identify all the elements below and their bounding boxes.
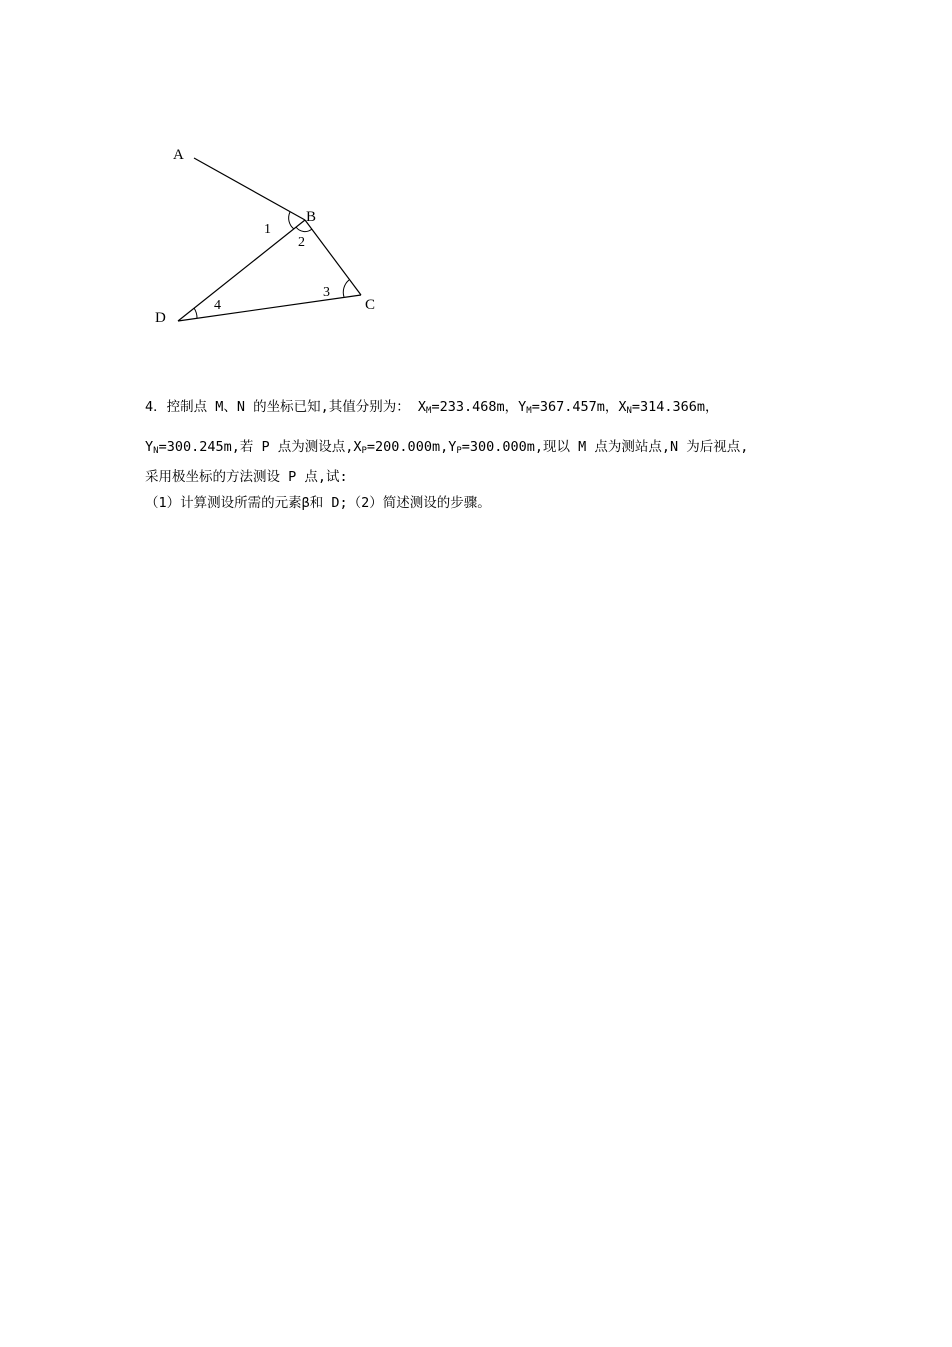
line-b-c (305, 220, 361, 295)
line-a-b (194, 158, 305, 220)
question-line-4: （1）计算测设所需的元素β和 D;（2）简述测设的步骤。 (145, 495, 491, 511)
point-label-b: B (306, 209, 317, 225)
angle-label-2: 2 (298, 235, 305, 250)
angle-arc-3 (343, 280, 349, 297)
angle-label-3: 3 (323, 285, 330, 300)
xn-subscript: N (626, 406, 632, 416)
point-label-d: D (155, 310, 166, 326)
ym-subscript: M (526, 406, 532, 416)
question-4 (145, 394, 825, 516)
angle-label-4: 4 (214, 298, 221, 313)
triangle-figure (150, 138, 390, 328)
point-label-c: C (365, 297, 376, 313)
xm-subscript: M (426, 406, 432, 416)
xp-subscript: P (361, 446, 367, 456)
yn-subscript: N (153, 446, 159, 456)
angle-arc-4 (194, 308, 197, 318)
yn-var: Y (145, 439, 154, 455)
question-line-1 (145, 394, 825, 424)
angle-arc-2 (296, 227, 312, 232)
angle-arc-1 (289, 212, 294, 229)
ym-value: =367.457m， (531, 399, 619, 415)
yp-var: Y (448, 439, 457, 455)
xp-value: =200.000m, (366, 439, 449, 455)
xm-value: =233.468m， (431, 399, 519, 415)
xp-var: X (353, 439, 362, 455)
yn-value: =300.245m,若 P 点为测设点, (158, 439, 354, 455)
point-label-a: A (173, 147, 184, 163)
question-line-3: 采用极坐标的方法测设 P 点,试: (145, 469, 348, 485)
angle-label-1: 1 (264, 222, 271, 237)
yp-subscript: P (456, 446, 462, 456)
yp-value: =300.000m,现以 M 点为测站点,N 为后视点, (461, 439, 749, 455)
xm-var: X (417, 399, 427, 415)
ym-var: Y (518, 399, 527, 415)
xn-value: =314.366m， (631, 399, 719, 415)
xn-var: X (618, 399, 627, 415)
question-line-2 (145, 434, 825, 464)
question-intro: 4．控制点 M、N 的坐标已知,其值分别为： (145, 399, 418, 415)
traverse-diagram (150, 138, 390, 328)
